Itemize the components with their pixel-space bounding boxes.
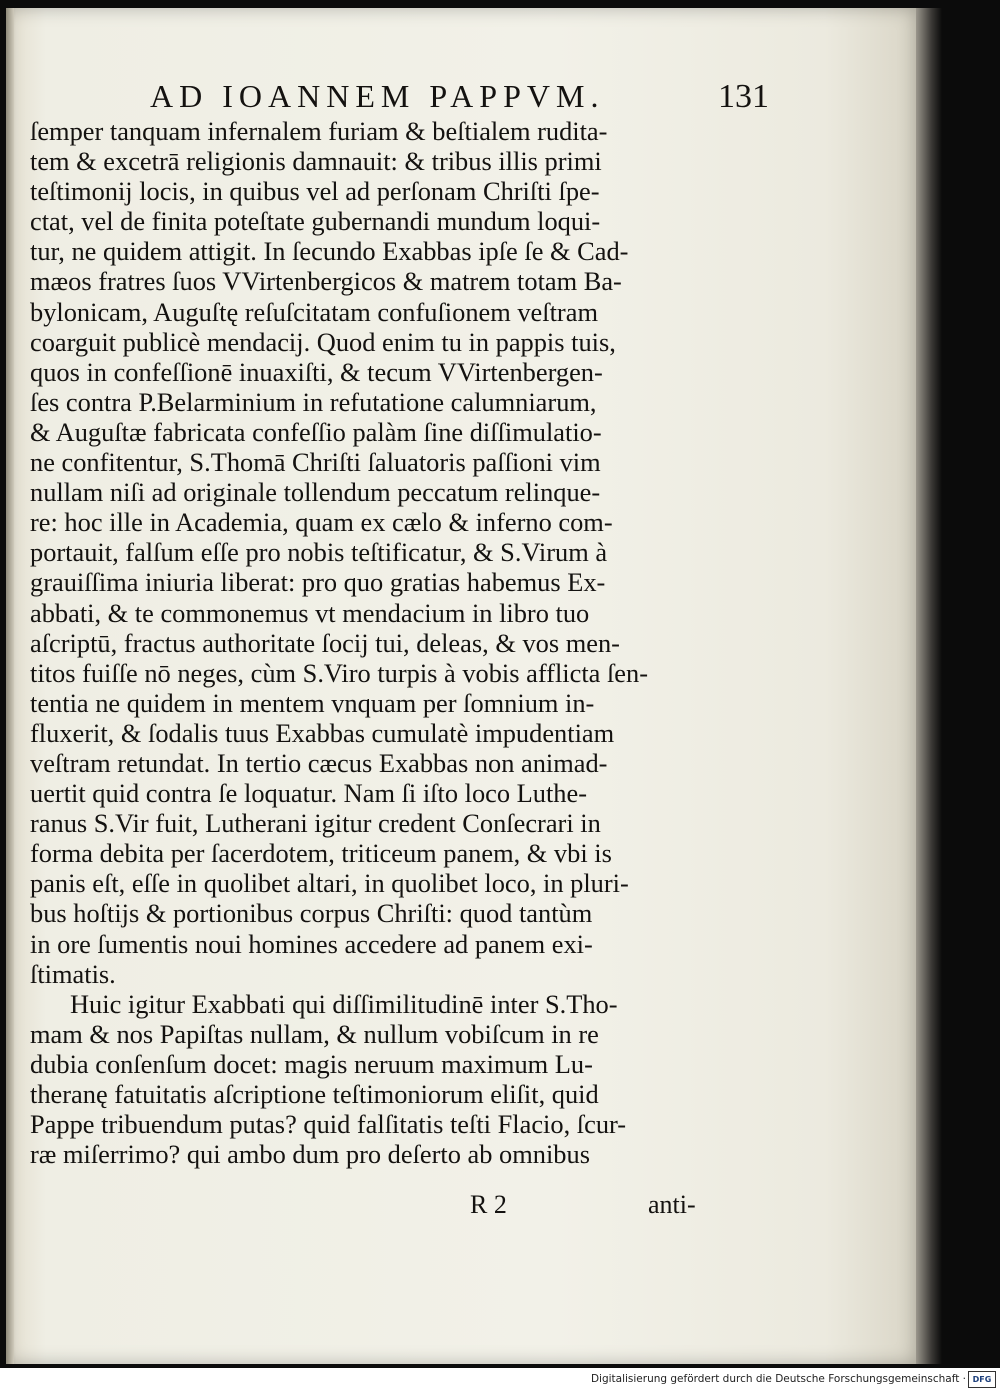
text-line: ræ miſerrimo? qui ambo dum pro deſerto ab omnibus <box>30 1139 590 1170</box>
text-line: panis eſt, eſſe in quolibet altari, in quolibet loco, in pluri- <box>30 868 629 899</box>
text-line: bylonicam, Auguſtę reſuſcitatam confuſionem veſtram <box>30 296 598 327</box>
dfg-logo-icon: DFG <box>968 1371 996 1388</box>
text-line: teſtimonij locis, in quibus vel ad perſonam Chriſti ſpe- <box>30 176 600 207</box>
text-line: ſes contra P.Belarminium in refutatione calumniarum, <box>30 386 597 417</box>
digitization-footer <box>0 1368 1000 1391</box>
text-line: quos in confeſſionē inuaxiſti, & tecum VVirtenbergen- <box>30 356 603 387</box>
text-line: tentia ne quidem in mentem vnquam per ſomnium in- <box>30 687 595 718</box>
page-edge-shadow <box>916 8 942 1364</box>
text-line: abbati, & te commonemus vt mendacium in libro tuo <box>30 597 590 628</box>
text-line: tur, ne quidem attigit. In ſecundo Exabbas ipſe ſe & Cad- <box>30 236 629 267</box>
text-line: titos fuiſſe nō neges, cùm S.Viro turpis à vobis afflicta ſen- <box>30 657 648 688</box>
text-line: ſemper tanquam infernalem furiam & beſtialem rudita- <box>30 116 608 146</box>
text-line: aſcriptū, fractus authoritate ſocij tui, deleas, & vos men- <box>30 627 620 658</box>
text-line: mam & nos Papiſtas nullam, & nullum vobiſcum in re <box>30 1018 599 1049</box>
text-line: tem & excetrā religionis damnauit: & tribus illis primi <box>30 146 602 177</box>
text-line: grauiſſima iniuria liberat: pro quo gratias habemus Ex- <box>30 567 606 598</box>
text-line: Huic igitur Exabbati qui diſſimilitudinē inter S.Tho- <box>70 988 618 1019</box>
funding-credit: Digitalisierung gefördert durch die Deutsche Forschungsgemeinschaft · <box>590 1373 966 1385</box>
text-line: nullam niſi ad originale tollendum peccatum relinque- <box>30 477 601 508</box>
text-line: dubia conſenſum docet: magis neruum maximum Lu- <box>30 1048 593 1079</box>
signature-mark: R 2 <box>470 1190 507 1219</box>
body-text <box>30 116 720 1169</box>
text-line: ctat, vel de finita poteſtate gubernandi mundum loqui- <box>30 206 601 237</box>
text-line: & Auguſtæ fabricata confeſſio palàm ſine diſſimulatio- <box>30 416 602 447</box>
text-line: Pappe tribuendum putas? quid falſitatis teſti Flacio, ſcur- <box>30 1109 627 1140</box>
text-line: theranę fatuitatis aſcriptione teſtimoniorum eliſit, quid <box>30 1079 599 1109</box>
text-line: forma debita per ſacerdotem, triticeum panem, & vbi is <box>30 838 612 869</box>
text-line: ranus S.Vir fuit, Lutherani igitur credent Conſecrari in <box>30 808 601 839</box>
text-line: veſtram retundat. In tertio cæcus Exabbas non animad- <box>30 747 608 778</box>
text-line: portauit, falſum eſſe pro nobis teſtificatur, & S.Virum à <box>30 537 608 568</box>
text-line: coarguit publicè mendacij. Quod enim tu in pappis tuis, <box>30 326 616 357</box>
text-line: re: hoc ille in Academia, quam ex cælo & inferno com- <box>30 507 613 538</box>
text-line: mæos fratres ſuos VVirtenbergicos & matrem totam Ba- <box>30 266 622 297</box>
catchword: anti- <box>648 1190 696 1219</box>
running-title: AD IOANNEM PAPPVM. <box>150 78 605 114</box>
text-line: in ore ſumentis noui homines accedere ad panem exi- <box>30 928 593 959</box>
text-line: bus hoſtijs & portionibus corpus Chriſti: quod tantùm <box>30 898 593 929</box>
text-line: ne confitentur, S.Thomā Chriſti ſaluatoris paſſioni vim <box>30 447 601 478</box>
page-number: 131 <box>718 78 769 115</box>
text-line: uertit quid contra ſe loquatur. Nam ſi iſto loco Luthe- <box>30 778 587 809</box>
text-line: ſtimatis. <box>30 958 116 989</box>
text-line: fluxerit, & ſodalis tuus Exabbas cumulatè impudentiam <box>30 717 615 748</box>
